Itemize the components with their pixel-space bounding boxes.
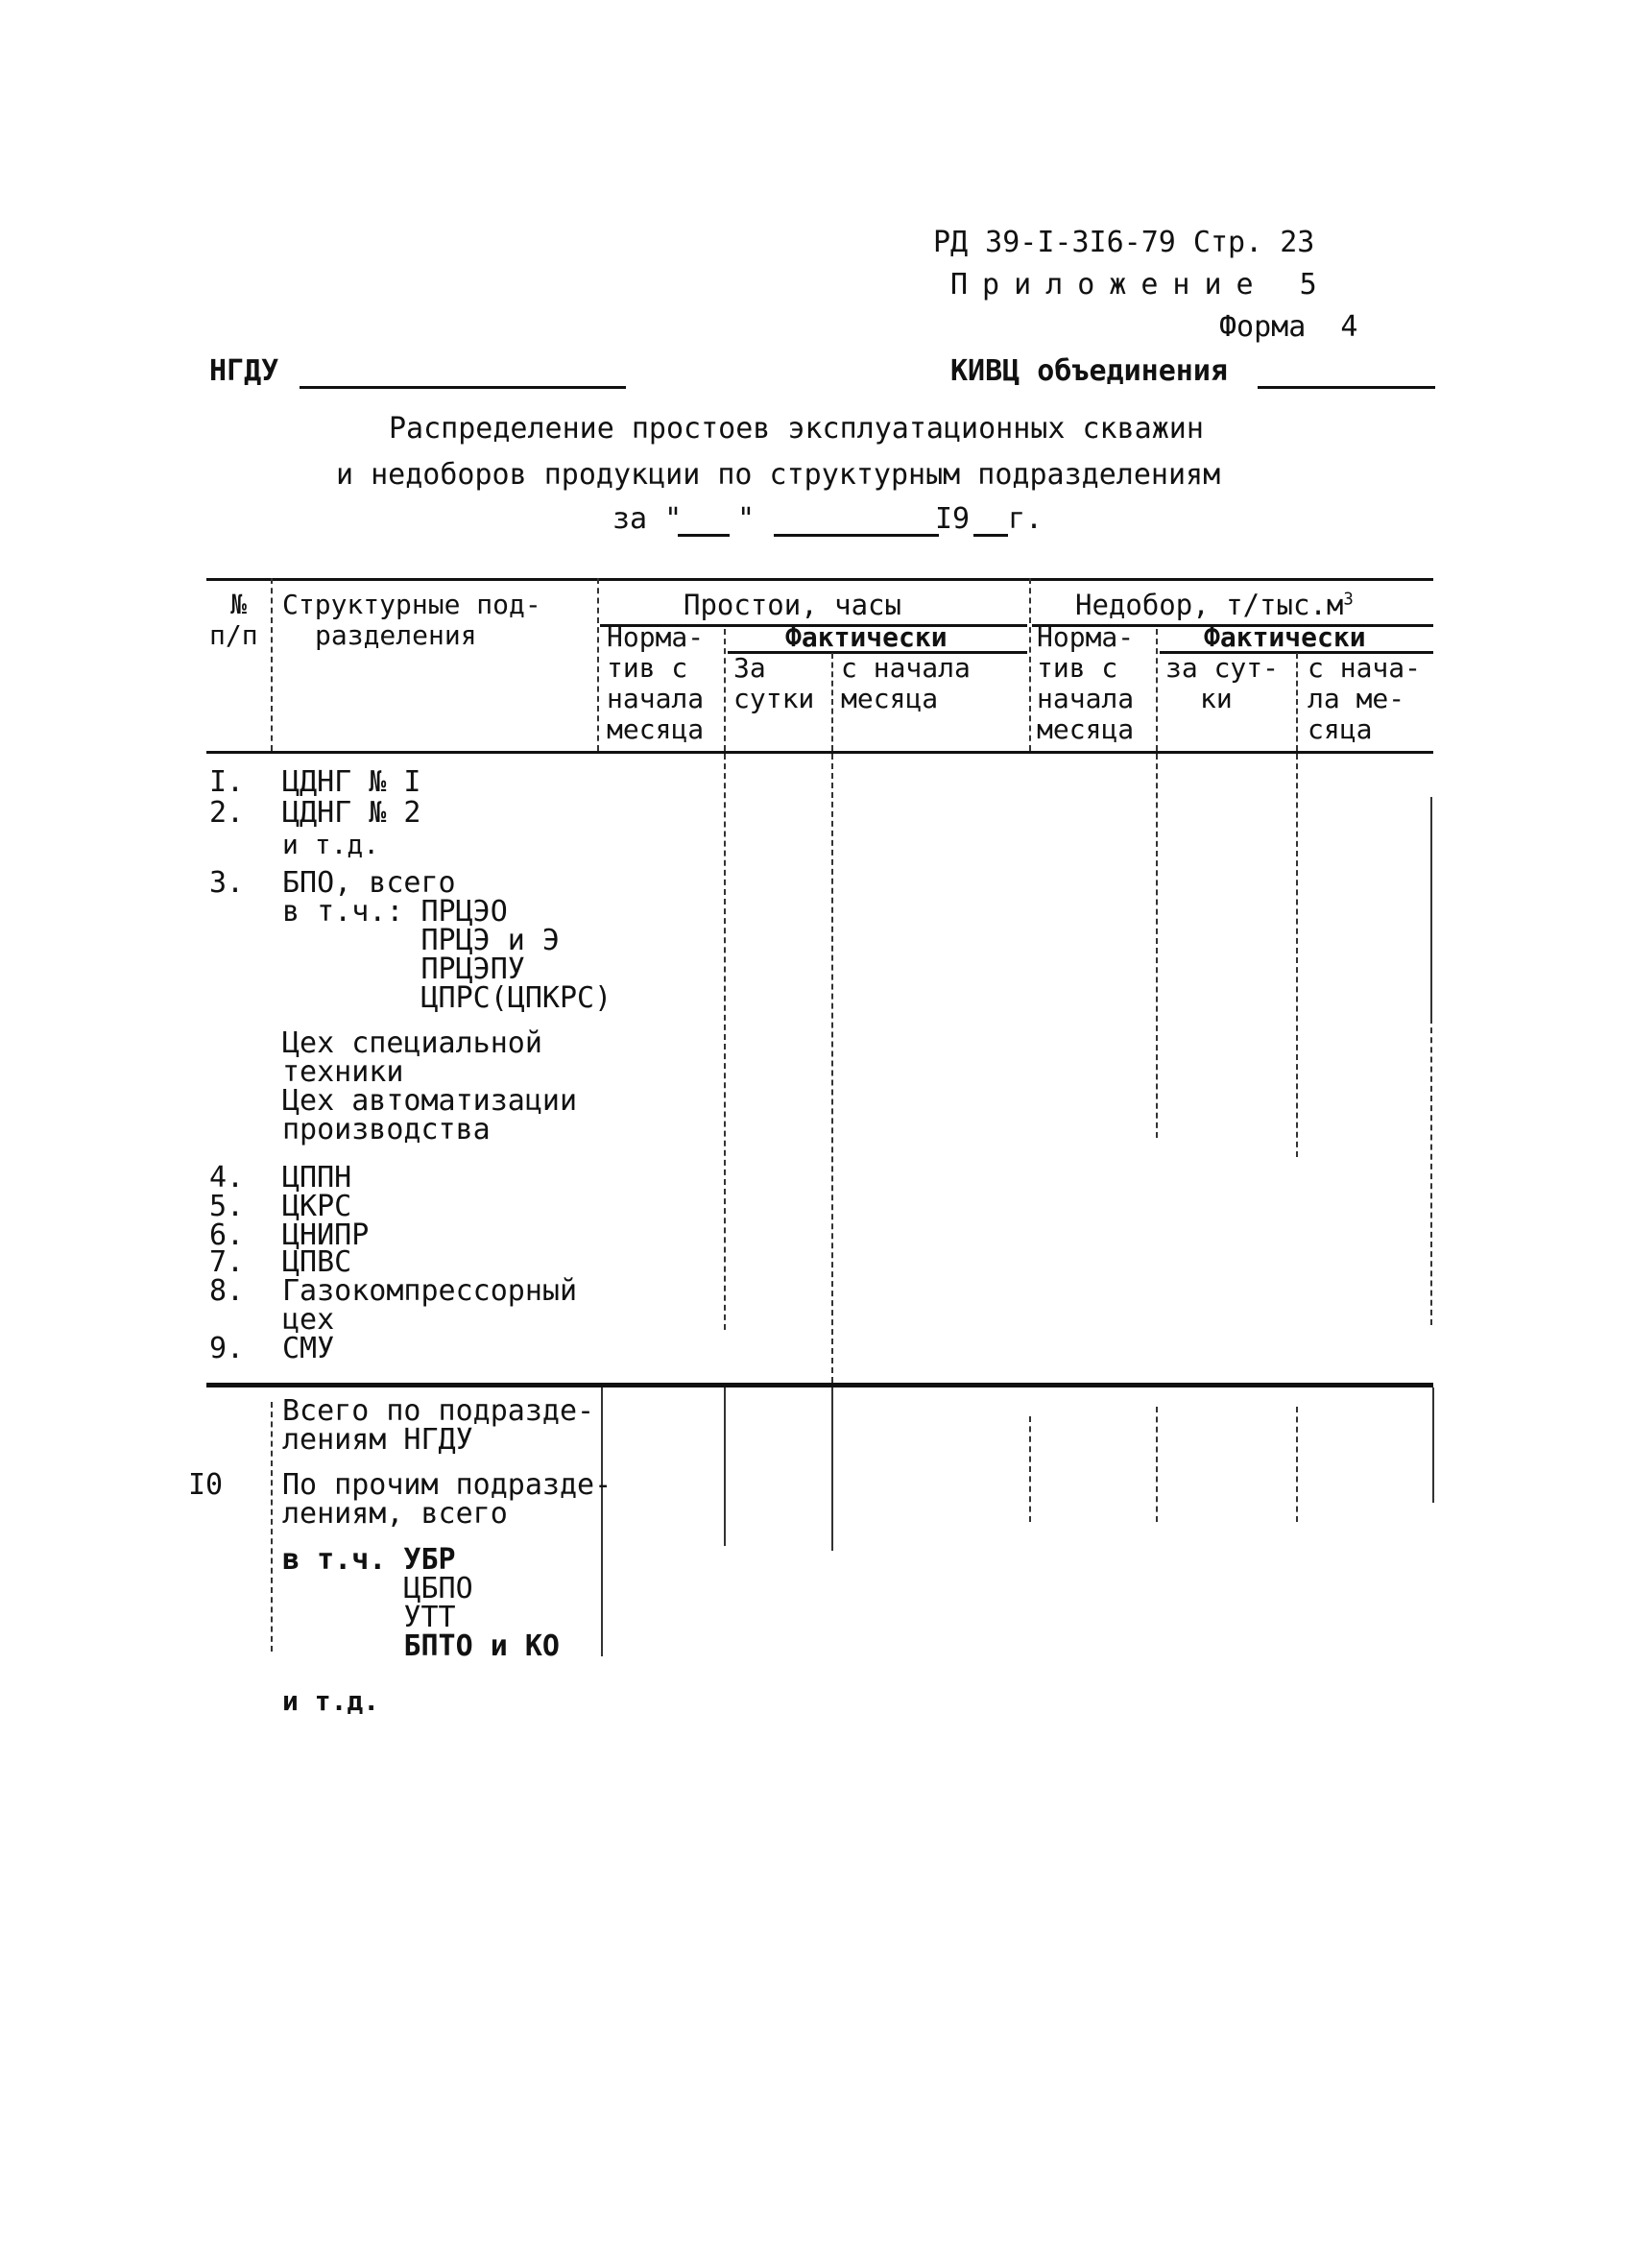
row-2-etc: и т.д. [282, 829, 380, 860]
totals-other-num: I0 [188, 1468, 224, 1502]
totals-incl-4: БПТО и КО [282, 1629, 560, 1663]
col-no-line-2: п/п [209, 619, 258, 651]
body-vline-sf-month [1296, 754, 1298, 1157]
row-2-num: 2. [209, 796, 245, 830]
vline-sf-day [1296, 653, 1298, 751]
sf-month-2: ла ме- [1308, 683, 1405, 714]
vline-dt-day [831, 653, 833, 751]
downtime-actual: Фактически [785, 621, 948, 653]
row-3-line-3: ПРЦЭ и Э [282, 924, 560, 957]
row-4-num: 4. [209, 1161, 245, 1194]
row-1-label: ЦДНГ № I [282, 765, 421, 799]
shortfall-actual: Фактически [1204, 621, 1366, 653]
header-bottom-rule [206, 751, 1433, 754]
body-vline-sf-day [1156, 754, 1158, 1138]
row-3-line-8: техники [282, 1055, 404, 1089]
tot-vline-units [601, 1387, 603, 1656]
sf-norm-2: тив с [1037, 652, 1118, 684]
row-2-label: ЦДНГ № 2 [282, 796, 421, 830]
row-6-num: 6. [209, 1218, 245, 1252]
title-month-blank [774, 534, 939, 537]
sf-day-2: ки [1200, 683, 1233, 714]
group-shortfall-text: Недобор, т/тыс.м [1075, 589, 1344, 621]
appendix-label: Приложение 5 [950, 268, 1332, 302]
tot-vline-2 [831, 1387, 833, 1551]
row-3-num: 3. [209, 866, 245, 900]
ngdu-blank [300, 386, 626, 389]
tot-vline-1 [724, 1387, 726, 1546]
row-3-line-4: ПРЦЭПУ [282, 953, 525, 986]
title-line-1: Распределение простоев эксплуатационных скважин [389, 412, 1204, 446]
tot-vline-4 [1156, 1407, 1158, 1522]
dt-norm-2: тив с [607, 652, 688, 684]
kivc-label: КИВЦ объединения [950, 354, 1228, 388]
totals-other-line-1: По прочим подразде- [282, 1468, 612, 1502]
totals-incl-1: в т.ч. УБР [282, 1543, 456, 1577]
totals-other-line-2: лениям, всего [282, 1497, 508, 1531]
vline-sf-norm [1156, 629, 1158, 751]
sf-norm-4: месяца [1037, 713, 1135, 745]
body-vline-dt-month [831, 754, 833, 1383]
row-3-line-5: ЦПРС(ЦПКРС) [282, 981, 612, 1015]
sf-month-1: с нача- [1308, 652, 1422, 684]
row-8-num: 8. [209, 1274, 245, 1308]
body-vline-dt-day [724, 754, 726, 1330]
body-vline-right-lower [1430, 1018, 1432, 1325]
col-no-line-1: № [230, 589, 247, 620]
dt-norm-3: начала [607, 683, 705, 714]
table-top-rule [206, 578, 1433, 581]
body-vline-right [1430, 797, 1432, 1018]
title-year-blank [973, 534, 1008, 537]
group-downtime: Простои, часы [684, 589, 901, 621]
sf-norm-1: Норма- [1037, 621, 1135, 653]
dt-day-1: За [733, 652, 766, 684]
row-1-num: I. [209, 765, 245, 799]
form-label: Форма 4 [1219, 310, 1358, 344]
title-line-2: и недоборов продукции по структурным подразделениям [336, 458, 1221, 492]
row-5-num: 5. [209, 1190, 245, 1223]
row-3-line-9: Цех автоматизации [282, 1084, 578, 1118]
tot-vline-3 [1029, 1416, 1031, 1522]
title-day-blank [678, 534, 730, 537]
dt-month-2: месяца [841, 683, 939, 714]
sf-month-3: сяца [1308, 713, 1373, 745]
row-4-label: ЦППН [282, 1161, 352, 1194]
row-9-label: СМУ [282, 1332, 335, 1365]
group-shortfall-sup: 3 [1343, 590, 1354, 610]
row-6-label: ЦНИПР [282, 1218, 370, 1252]
row-7-num: 7. [209, 1245, 245, 1279]
title-date-prefix: за " [612, 502, 683, 536]
sf-day-1: за сут- [1165, 652, 1280, 684]
tot-vline-5 [1296, 1407, 1298, 1522]
totals-incl-2: ЦБПО [282, 1572, 473, 1605]
row-3-line-7: Цех специальной [282, 1026, 542, 1060]
kivc-blank [1258, 386, 1435, 389]
vline-no [271, 578, 273, 751]
totals-incl-3: УТТ [282, 1601, 456, 1634]
totals-ngdu-line-2: лениям НГДУ [282, 1423, 473, 1457]
row-5-label: ЦКРС [282, 1190, 352, 1223]
row-3-line-1: БПО, всего [282, 866, 456, 900]
group-shortfall [1075, 591, 1354, 619]
ngdu-label: НГДУ [209, 354, 279, 388]
totals-etc: и т.д. [282, 1685, 380, 1717]
title-year-suffix: г. [1008, 502, 1044, 536]
sf-norm-3: начала [1037, 683, 1135, 714]
totals-rule [206, 1383, 1433, 1387]
row-3-line-2: в т.ч.: ПРЦЭО [282, 895, 508, 929]
tot-vline-right [1432, 1387, 1434, 1503]
dt-norm-4: месяца [607, 713, 705, 745]
col-units-line-1: Структурные под- [282, 589, 541, 620]
row-8-line-2: цех [282, 1303, 335, 1337]
row-3-line-10: производства [282, 1113, 491, 1146]
tot-vline-left [271, 1402, 273, 1652]
dt-norm-1: Норма- [607, 621, 705, 653]
dt-month-1: с начала [841, 652, 971, 684]
row-9-num: 9. [209, 1332, 245, 1365]
row-7-label: ЦПВС [282, 1245, 352, 1279]
vline-dt-norm [724, 629, 726, 751]
vline-groups [1029, 578, 1031, 751]
col-units-line-2: разделения [315, 619, 477, 651]
vline-units [597, 578, 599, 751]
title-year: I9 [935, 502, 971, 536]
row-8-line-1: Газокомпрессорный [282, 1274, 578, 1308]
doc-reference: РД 39-I-3I6-79 Стр. 23 [933, 226, 1315, 259]
totals-ngdu-line-1: Всего по подразде- [282, 1394, 595, 1428]
title-date-quote: " [737, 502, 756, 536]
dt-day-2: сутки [733, 683, 815, 714]
